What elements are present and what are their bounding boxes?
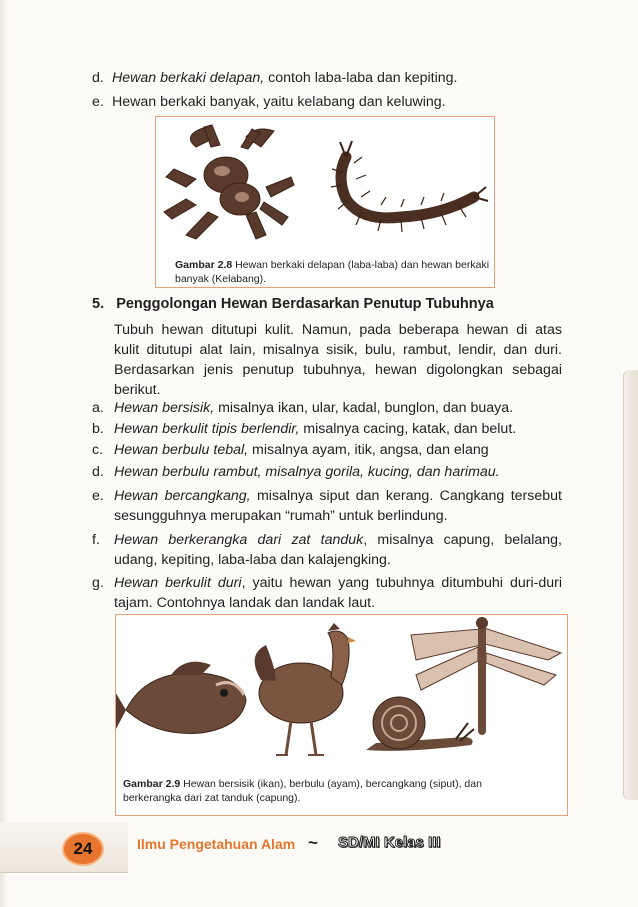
page-number: 24 <box>73 839 93 858</box>
list-item: Hewan berkulit tipis berlendir, misalnya cacing, katak, dan belut. <box>114 421 517 437</box>
paragraph-line: Berdasarkan jenis penutup tubuhnya, hewan digolongkan sebagai <box>114 362 562 378</box>
list-item-letter: e. <box>92 94 104 110</box>
list-item: Hewan berkerangka dari zat tanduk, misalnya capung, belalang, <box>114 532 562 548</box>
list-item: Hewan berkulit duri, yaitu hewan yang tubuhnya ditumbuhi duri-duri <box>114 575 562 591</box>
chicken-icon <box>255 623 356 755</box>
paragraph-line: kulit ditutupi alat lain, misalnya sisik, bulu, rambut, lendir, dan duri. <box>114 342 562 358</box>
page-side-tab <box>623 370 638 800</box>
list-item: Hewan bercangkang, misalnya siput dan kerang. Cangkang tersebut <box>114 488 562 504</box>
fish-icon <box>116 662 246 734</box>
list-item-continuation: tajam. Contohnya landak dan landak laut. <box>114 595 376 611</box>
footer-grade: SD/MI Kelas III <box>338 834 441 851</box>
list-item: Hewan berbulu rambut, misalnya gorila, kucing, dan harimau. <box>114 464 500 480</box>
paragraph-line: Tubuh hewan ditutupi kulit. Namun, pada beberapa hewan di atas <box>114 322 562 338</box>
list-item-letter: b. <box>92 421 104 437</box>
figure-caption: Gambar 2.9 Hewan bersisik (ikan), berbulu (ayam), bercangkang (siput), dan berkerangka dari zat tanduk (capung). <box>123 778 482 804</box>
list-item-letter: d. <box>92 70 104 86</box>
paragraph-line: berikut. <box>114 382 161 398</box>
figure-caption: Gambar 2.8 Hewan berkaki delapan (laba-laba) dan hewan berkaki banyak (Kelabang). <box>175 259 490 285</box>
spider-centipede-illustration <box>156 117 494 247</box>
dragonfly-icon <box>411 617 561 735</box>
page-number-badge <box>62 832 104 866</box>
list-item-continuation: udang, kepiting, laba-laba dan kalajengking. <box>114 552 391 568</box>
list-item-letter: a. <box>92 400 104 416</box>
list-item: Hewan berkaki banyak, yaitu kelabang dan keluwing. <box>112 94 446 110</box>
list-item-letter: e. <box>92 488 104 504</box>
list-item: Hewan bersisik, misalnya ikan, ular, kadal, bunglon, dan buaya. <box>114 400 514 416</box>
animals-illustration <box>116 615 567 765</box>
section-heading: 5. Penggolongan Hewan Berdasarkan Penutup Tubuhnya <box>92 296 494 312</box>
footer-separator: ~ <box>308 833 318 852</box>
snail-icon <box>366 697 474 751</box>
page-edge <box>0 0 8 907</box>
list-item-letter: f. <box>92 532 100 548</box>
list-item-letter: g. <box>92 575 104 591</box>
list-item-letter: d. <box>92 464 104 480</box>
list-item: Hewan berkaki delapan, contoh laba-laba dan kepiting. <box>112 70 458 86</box>
list-item-continuation: sesungguhnya merupakan “rumah” untuk berlindung. <box>114 508 448 524</box>
list-item: Hewan berbulu tebal, misalnya ayam, itik, angsa, dan elang <box>114 442 489 458</box>
footer-subject: Ilmu Pengetahuan Alam <box>137 836 296 852</box>
list-item-letter: c. <box>92 442 104 458</box>
